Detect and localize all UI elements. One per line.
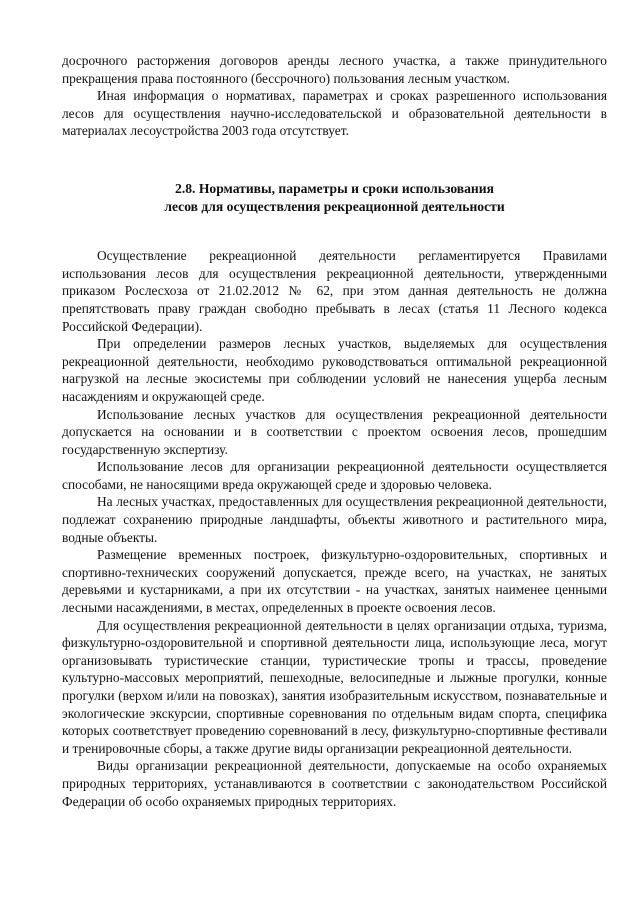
section-heading-line-1: 2.8. Нормативы, параметры и сроки использования [175, 180, 494, 196]
body-paragraph-6: Размещение временных построек, физкультурно-оздоровительных, спортивных и спортивно-технических сооружений допускается, прежде всего, на участках, не занятых деревьями и кустарниками, а при их отсутствии - на участках, занятых наименее ценными лесными насаждениями, в местах, определенных в проекте освоения лесов. [62, 547, 607, 616]
intro-paragraph-continued: досрочного расторжения договоров аренды лесного участка, а также принудительного прекращения права постоянного (бессрочного) пользования лесным участком. [62, 53, 607, 86]
body-paragraph-5: На лесных участках, предоставленных для осуществления рекреационной деятельности, подлежат сохранению природные ландшафты, объекты животного и растительного мира, водные объекты. [62, 494, 607, 545]
body-paragraph-4: Использование лесов для организации рекреационной деятельности осуществляется способами, не наносящими вреда окружающей среде и здоровью человека. [62, 459, 607, 492]
body-paragraph-1: Осуществление рекреационной деятельности регламентируется Правилами использования лесов для осуществления рекреационной деятельности, утвержденными приказом Рослесхоза от 21.02.2012 № 62, при этом данная деятельность не должна препятствовать праву граждан свободно пребывать в лесах (статья 11 Лесного кодекса Российской Федерации). [62, 248, 607, 334]
section-heading [62, 180, 607, 215]
section-heading-line-2: лесов для осуществления рекреационной деятельности [164, 198, 505, 214]
body-paragraph-2: При определении размеров лесных участков, выделяемых для осуществления рекреационной деятельности, необходимо руководствоваться оптимальной рекреационной нагрузкой на лесные экосистемы при соблюдении условий не нанесения ущерба лесным насаждениям и окружающей среде. [62, 336, 607, 404]
body-paragraph-3: Использование лесных участков для осуществления рекреационной деятельности допускается на основании и в соответствии с проектом освоения лесов, прошедшим государственную экспертизу. [62, 406, 607, 457]
body-paragraph-8: Виды организации рекреационной деятельности, допускаемые на особо охраняемых природных территориях, устанавливаются в соответствии с законодательством Российской Федерации об особо охраняемых природных территориях. [62, 758, 607, 809]
body-paragraph-7: Для осуществления рекреационной деятельности в целях организации отдыха, туризма, физкультурно-оздоровительной и спортивной деятельности лица, использующие леса, могут организовывать туристические станции, туристические тропы и трассы, проведение культурно-массовых мероприятий, пешеходные, велосипедные и лыжные прогулки, конные прогулки (верхом и/или на повозках), занятия изобразительным искусством, познавательные и экологические экскурсии, спортивные соревнования по отдельным видам спорта, специфика которых соответствует проведению соревнований в лесу, физкультурно-спортивные фестивали и тренировочные сборы, а также другие виды организации рекреационной деятельности. [62, 617, 607, 756]
intro-paragraph: Иная информация о нормативах, параметрах и сроках разрешенного использования лесов для осуществления научно-исследовательской и образовательной деятельности в материалах лесоустройства 2003 года отсутствует. [62, 88, 607, 139]
